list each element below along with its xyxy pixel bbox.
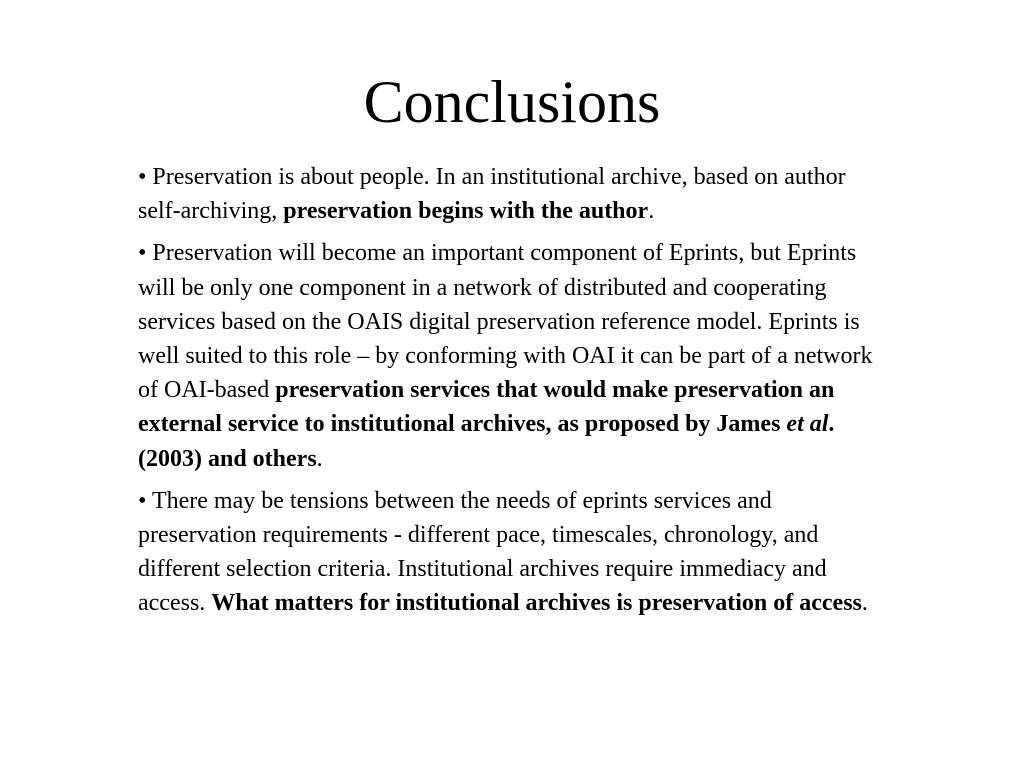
paragraph-3-text-1: There may be tensions between the needs of eprints services and preservation requirements - different pace, timescales, chronology, and different selection criteria. Institutional archives require immediacy and access. (138, 487, 827, 617)
paragraph-2-text-2: . (316, 445, 323, 472)
paragraph-1-emphasis: preservation begins with the author (283, 198, 649, 225)
bullet-paragraph-2 (138, 236, 890, 475)
paragraph-2-emphasis-italic: et al (786, 411, 829, 438)
paragraph-1-text-1: Preservation is about people. In an institutional archive, based on author self-archiving, (138, 164, 846, 225)
paragraph-2-text-1: Preservation will become an important component of Eprints, but Eprints will be only one component in a network of distributed and cooperating services based on the OAIS digital preservation reference model. Eprints is well suited to this role – by conforming with OAI it can be part of a network of OAI-based (138, 240, 873, 404)
bullet-glyph: • (138, 164, 147, 190)
paragraph-3-emphasis: What matters for institutional archives is preservation of access (211, 590, 862, 617)
bullet-paragraph-1 (138, 160, 890, 228)
bullet-paragraph-3 (138, 484, 890, 621)
slide-body (138, 160, 890, 629)
slide-title: Conclusions (363, 69, 661, 135)
paragraph-1-text-2: . (648, 198, 655, 225)
paragraph-3-text-2: . (861, 590, 868, 617)
bullet-glyph: • (138, 240, 147, 267)
bullet-glyph: • (138, 487, 147, 514)
paragraph-2-emphasis-1: preservation services that would make preservation an external service to institutional archives, as proposed by James (138, 377, 835, 438)
paragraph-2-emphasis-2: . (2003) and others (138, 411, 835, 472)
